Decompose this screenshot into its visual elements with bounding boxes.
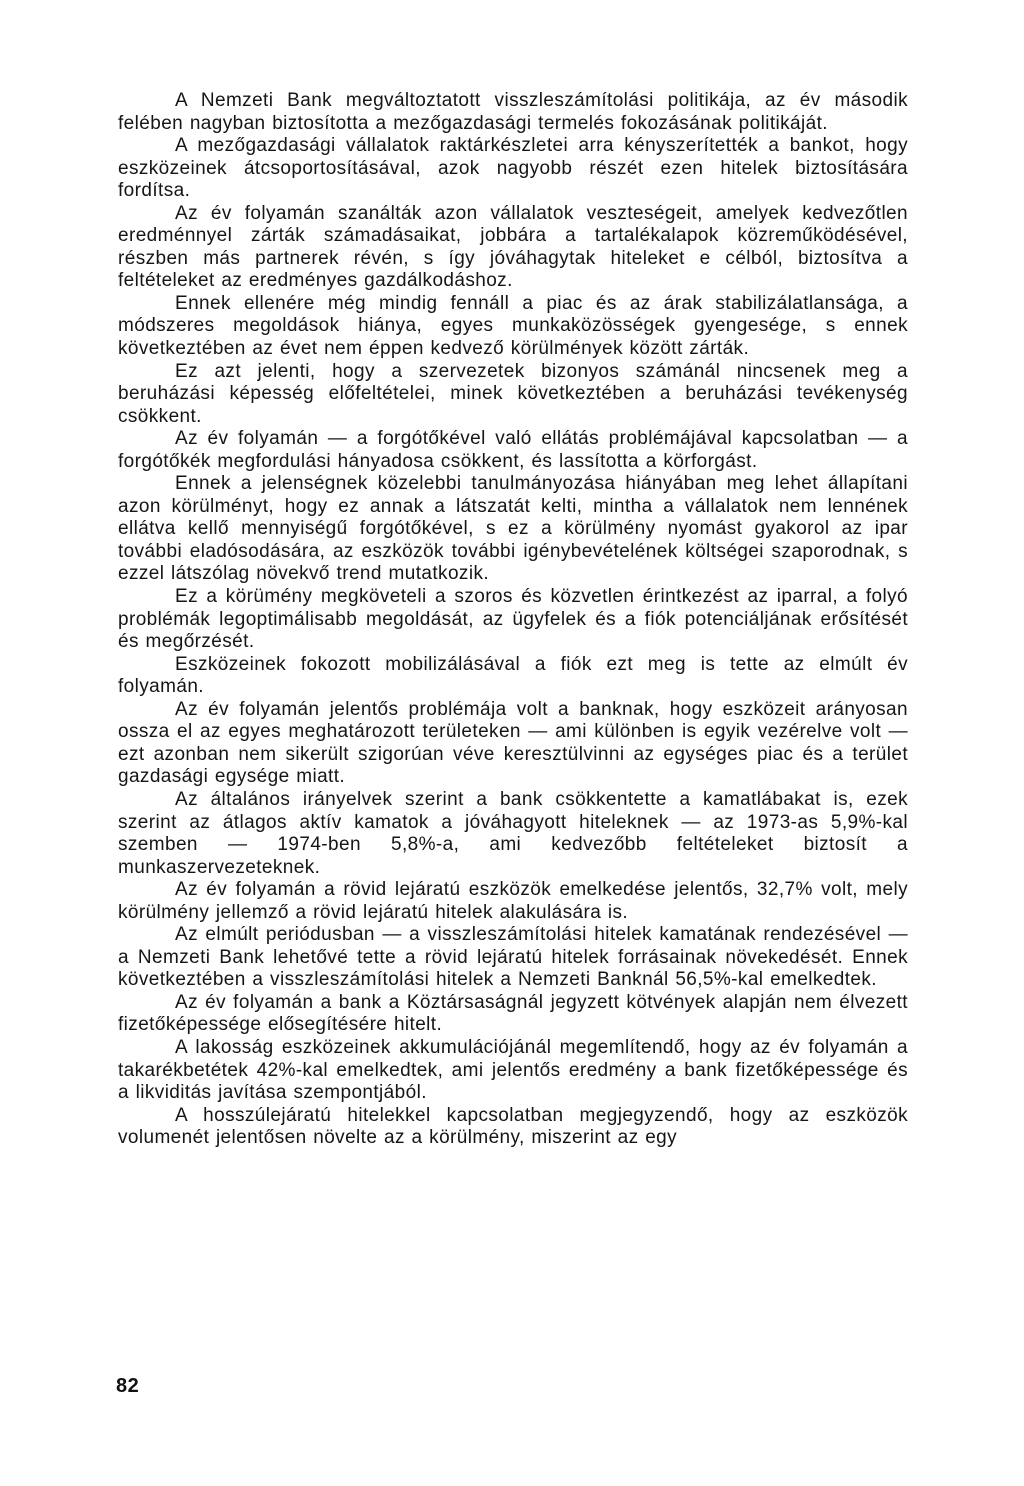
paragraph-16: A hosszúlejáratú hitelekkel kapcsolatban megjegyzendő, hogy az eszközök volumenét jelentősen növelte az a körülmény, miszerint az egy — [118, 1104, 908, 1149]
paragraph-4: Ennek ellenére még mindig fennáll a piac és az árak stabilizálatlansága, a módszeres megoldások hiánya, egyes munkaközösségek gyengesége, s ennek következtében az évet nem éppen kedvező körülmények között zárták. — [118, 292, 908, 360]
page-number: 82 — [116, 1375, 140, 1397]
paragraph-3: Az év folyamán szanálták azon vállalatok veszteségeit, amelyek kedvezőtlen eredménnyel zárták számadásaikat, jobbára a tartalékalapok közreműködésével, részben más partnerek révén, s így jóváhagytak hiteleket e célból, biztosítva a feltételeket az eredményes gazdálkodáshoz. — [118, 202, 908, 292]
paragraph-11: Az általános irányelvek szerint a bank csökkentette a kamatlábakat is, ezek szerint az átlagos aktív kamatok a jóváhagyott hiteleknek — az 1973-as 5,9%-kal szemben — 1974-ben 5,8%-a, ami kedvezőbb feltételeket biztosít a munkaszervezeteknek. — [118, 788, 908, 878]
paragraph-5: Ez azt jelenti, hogy a szervezetek bizonyos számánál nincsenek meg a beruházási képesség előfeltételei, minek következtében a beruházási tevékenység csökkent. — [118, 360, 908, 427]
paragraph-7: Ennek a jelenségnek közelebbi tanulmányozása hiányában meg lehet állapítani azon körülményt, hogy ez annak a látszatát kelti, mintha a vállalatok nem lennének ellátva kellő mennyiségű forgótőkével, s ez a körülmény nyomást gyakorol az ipar további eladósodására, az eszközök további igénybevételének költségei szaporodnak, s ezzel látszólag növekvő trend mutatkozik. — [118, 473, 908, 585]
paragraph-1: A Nemzeti Bank megváltoztatott visszleszámítolási politikája, az év második felében nagyban biztosította a mezőgazdasági termelés fokozásának politikáját. — [118, 90, 908, 134]
paragraph-15: A lakosság eszközeinek akkumulációjánál megemlítendő, hogy az év folyamán a takarékbetétek 42%-kal emelkedtek, ami jelentős eredmény a bank fizetőképessége és a likviditás javítása szempontjából. — [118, 1036, 908, 1104]
paragraph-14: Az év folyamán a bank a Köztársaságnál jegyzett kötvények alapján nem élvezett fizetőképessége elősegítésére hitelt. — [118, 991, 908, 1036]
paragraph-10: Az év folyamán jelentős problémája volt a banknak, hogy eszközeit arányosan ossza el az egyes meghatározott területeken — ami különben is egyik vezérelve volt — ezt azonban nem sikerült szigorúan véve keresztülvinni az egységes piac és a terület gazdasági egysége miatt. — [118, 698, 908, 788]
paragraph-9: Eszközeinek fokozott mobilizálásával a fiók ezt meg is tette az elmúlt év folyamán. — [118, 653, 908, 698]
paragraph-6: Az év folyamán — a forgótőkével való ellátás problémájával kapcsolatban — a forgótőkék megfordulási hányadosa csökkent, és lassította a körforgást. — [118, 428, 908, 472]
paragraph-12: Az év folyamán a rövid lejáratú eszközök emelkedése jelentős, 32,7% volt, mely körülmény jellemző a rövid lejáratú hitelek alakulására is. — [118, 879, 908, 923]
paragraph-2: A mezőgazdasági vállalatok raktárkészletei arra kényszerítették a bankot, hogy eszközeinek átcsoportosításával, azok nagyobb részét ezen hitelek biztosítására fordítsa. — [118, 135, 908, 202]
body-text — [118, 90, 908, 1150]
paragraph-13: Az elmúlt periódusban — a visszleszámítolási hitelek kamatának rendezésével — a Nemzeti Bank lehetővé tette a rövid lejáratú hitelek forrásainak növekedését. Ennek következtében a visszleszámítolási hitelek a Nemzeti Banknál 56,5%-kal emelkedtek. — [118, 924, 908, 991]
paragraph-8: Ez a körümény megköveteli a szoros és közvetlen érintkezést az iparral, a folyó problémák legoptimálisabb megoldását, az ügyfelek és a fiók potenciáljának erősítését és megőrzését. — [118, 586, 908, 653]
